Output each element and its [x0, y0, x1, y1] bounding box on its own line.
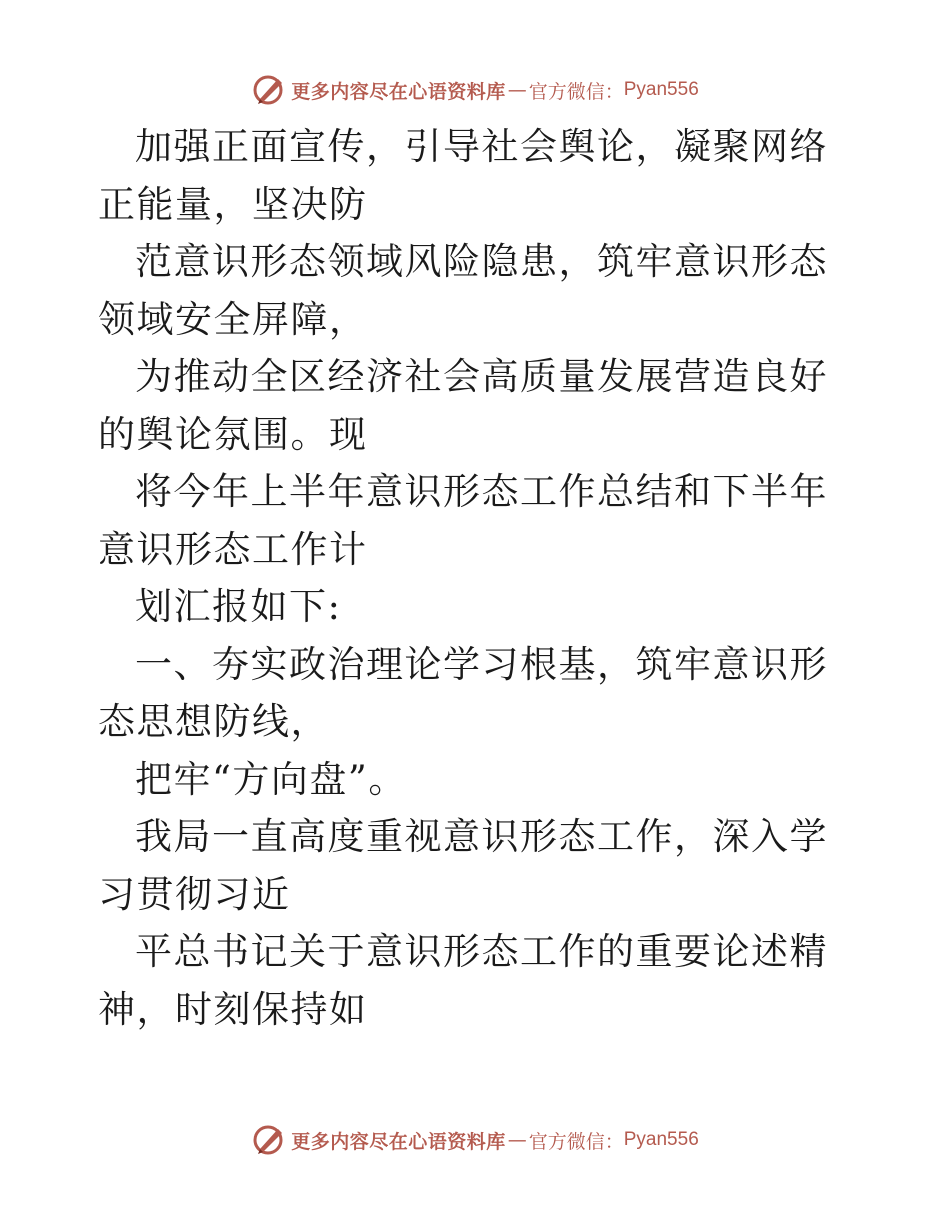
footer-wechat-label: 官方微信：: [528, 1130, 624, 1153]
footer-dash: —: [507, 1129, 527, 1151]
paragraph: 范意识形态领域风险隐患，筑牢意识形态领域安全屏障，: [98, 240, 828, 341]
paragraph: 将今年上半年意识形态工作总结和下半年意识形态工作计: [98, 470, 828, 571]
footer-wechat-handle: Pyan556: [623, 1129, 699, 1150]
paragraph: 加强正面宣传，引导社会舆论，凝聚网络正能量，坚决防: [98, 125, 828, 226]
header-banner: [0, 70, 950, 110]
paragraph: 一、夯实政治理论学习根基，筑牢意识形态思想防线，: [98, 642, 828, 743]
pen-logo-icon: [251, 72, 287, 108]
footer-banner: [0, 1120, 950, 1160]
header-wechat-handle: Pyan556: [623, 79, 699, 100]
paragraph: 划汇报如下:: [135, 585, 342, 628]
header-dash: —: [507, 79, 527, 101]
pen-logo-icon: [251, 1122, 287, 1158]
footer-brand-text: 更多内容尽在心语资料库: [291, 1130, 506, 1153]
paragraph: 把牢“方向盘”。: [135, 757, 407, 801]
paragraph: 我局一直高度重视意识形态工作，深入学习贯彻习近: [98, 815, 828, 916]
header-brand-text: 更多内容尽在心语资料库: [291, 80, 506, 103]
paragraph: 为推动全区经济社会高质量发展营造良好的舆论氛围。现: [98, 355, 828, 456]
document-body: [98, 118, 858, 1038]
paragraph: 平总书记关于意识形态工作的重要论述精神，时刻保持如: [98, 930, 828, 1031]
header-wechat-label: 官方微信：: [528, 80, 624, 103]
